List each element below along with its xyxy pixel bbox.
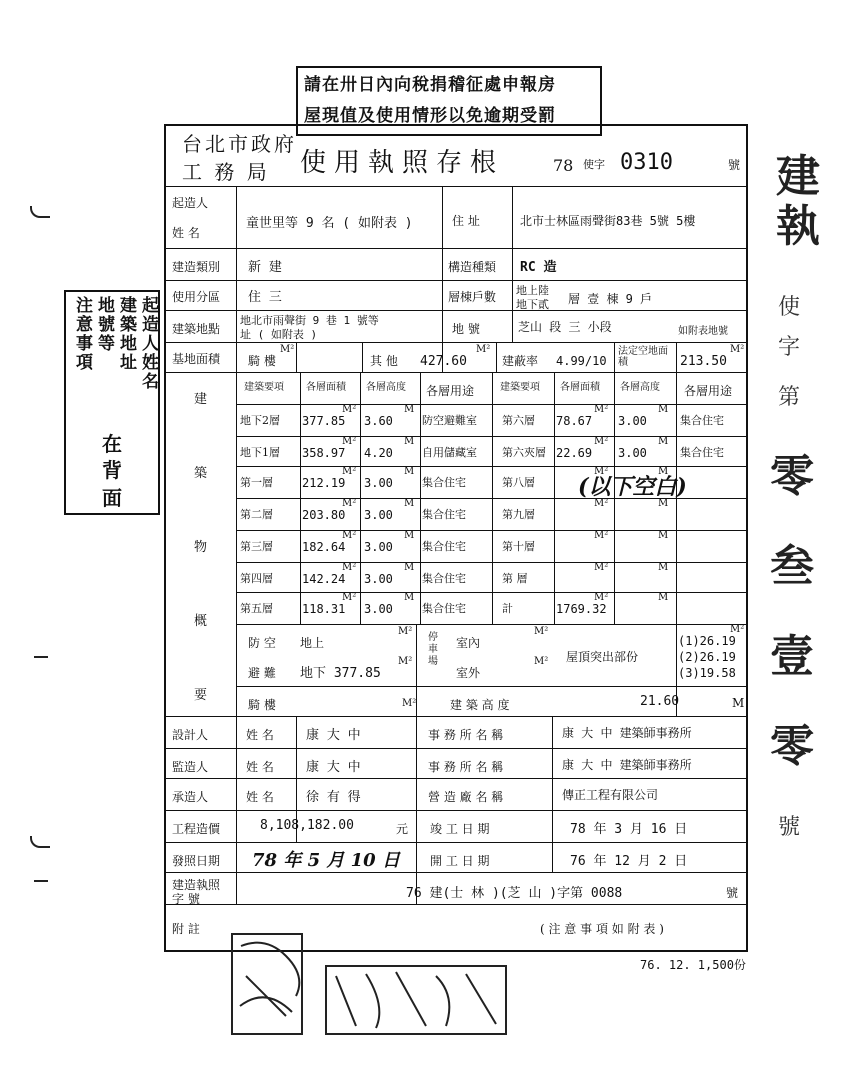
edge-char-f: 零 (770, 451, 814, 502)
edge-char-a: 建 (776, 151, 820, 202)
year-prefix: 78 (553, 156, 574, 175)
edge-char-c: 使 (778, 295, 801, 320)
floor-name: 第十層 (502, 540, 535, 553)
builder-label-1: 起造人 (172, 196, 209, 210)
floor-use: 集合住宅 (422, 476, 466, 489)
coverage-value: 4.99/10 (556, 354, 607, 368)
issue-date-value: 78 年 5 月 10 日 (252, 850, 400, 871)
legal-space-value: 213.50 (680, 354, 727, 369)
person-office: 康 大 中 建築師事務所 (562, 758, 692, 772)
org-line-2: 工 務 局 (182, 160, 270, 184)
doc-title: 使用執照存根 (300, 148, 505, 178)
m-unit: M (404, 436, 415, 447)
floor-height: 3.00 (364, 476, 393, 490)
floor-area: 377.85 (302, 414, 346, 428)
rule (164, 716, 748, 717)
m2-unit: M² (534, 656, 549, 667)
m2-unit: M² (594, 466, 609, 477)
rule (676, 372, 677, 716)
floor-name: 第八層 (502, 476, 535, 489)
floors-below: 地下貳 (516, 298, 549, 311)
floor-name: 第二層 (240, 508, 273, 521)
floor-use: 集合住宅 (422, 540, 466, 553)
margin-mark (34, 880, 48, 882)
header-height-left: 各層高度 (366, 382, 406, 393)
floor-area: 203.80 (302, 508, 346, 522)
floors-above: 地上陸 (516, 284, 549, 297)
floor-name: 第六層 (502, 414, 535, 427)
header-area-right: 各層面積 (560, 382, 600, 393)
rule (416, 624, 417, 904)
m2-unit: M² (730, 624, 745, 635)
floor-use: 集合住宅 (680, 446, 724, 459)
start-date-label: 開 工 日 期 (430, 854, 490, 868)
side-note-col-2: 地號等 (94, 296, 114, 353)
license-label-2: 字 號 (172, 892, 200, 906)
floor-area: 142.24 (302, 572, 346, 586)
person-office: 康 大 中 建築師事務所 (562, 726, 692, 740)
margin-mark (34, 656, 48, 658)
complete-date-value: 78 年 3 月 16 日 (570, 822, 688, 837)
floor-height: 4.20 (364, 446, 393, 460)
site-value-1: 地北市雨聲街 9 巷 1 號等 (240, 314, 379, 327)
summary-label-3: 物 (194, 540, 208, 555)
person-office-label: 營 造 廠 名 稱 (428, 790, 504, 804)
header-height-right: 各層高度 (620, 382, 660, 393)
m-unit: M (404, 562, 415, 573)
site-value-2: 址 ( 如附表 ) (240, 328, 318, 341)
cost-label: 工程造價 (172, 822, 221, 836)
structure-label: 構造種類 (448, 260, 497, 274)
building-height-value: 21.60 (640, 694, 680, 709)
m2-unit: M² (342, 592, 357, 603)
summary-label-2: 築 (194, 466, 208, 481)
side-note-box (64, 290, 160, 515)
m2-unit: M² (398, 656, 413, 667)
m2-unit: M² (594, 530, 609, 541)
margin-mark (30, 836, 50, 848)
rule (512, 186, 513, 342)
floor-use: 集合住宅 (422, 602, 466, 615)
start-date-value: 76 年 12 月 2 日 (570, 854, 688, 869)
rule (164, 342, 748, 343)
coverage-label: 建蔽率 (502, 354, 539, 368)
license-label-1: 建造執照 (172, 878, 221, 892)
build-type-value: 新 建 (248, 260, 282, 275)
use-zone-value: 住 三 (248, 290, 282, 305)
person-name: 康 大 中 (306, 728, 361, 743)
m-unit: M (404, 498, 415, 509)
structure-value: RC 造 (520, 260, 557, 275)
m2-unit: M² (342, 436, 357, 447)
floor-name: 第九層 (502, 508, 535, 521)
floor-use: 集合住宅 (680, 414, 724, 427)
seal-stamps (226, 916, 526, 1036)
person-office: 傳正工程有限公司 (562, 788, 659, 802)
person-name-label: 姓 名 (246, 728, 274, 742)
shelter-above: 地上 (300, 636, 325, 650)
permit-number: 0310 (620, 150, 673, 175)
floor-area: 22.69 (556, 446, 593, 460)
floor-height: 3.00 (364, 508, 393, 522)
person-name-label: 姓 名 (246, 760, 274, 774)
roof-value-2: (2)26.19 (678, 650, 736, 664)
rule (676, 342, 677, 372)
m-unit: M (404, 530, 415, 541)
m2-unit: M² (594, 404, 609, 415)
edge-char-d: 字 (778, 335, 801, 360)
floor-area: 182.64 (302, 540, 346, 554)
use-zone-label: 使用分區 (172, 290, 221, 304)
floor-area: 1769.32 (556, 602, 607, 616)
floor-height: 3.00 (618, 446, 647, 460)
blank-below-note: (以下空白) (578, 474, 687, 500)
shelter-label-2: 避 難 (248, 666, 276, 680)
floor-use: 自用儲藏室 (422, 446, 477, 459)
edge-char-j: 號 (778, 815, 801, 840)
floor-name: 第 層 (502, 572, 528, 585)
license-suffix: 號 (726, 886, 739, 900)
cost-value: 8,108,182.00 (260, 818, 354, 833)
stamp-line-1: 請在卅日內向稅捐稽征處申報房 (304, 75, 556, 95)
floor-name: 第四層 (240, 572, 273, 585)
other-value: 427.60 (420, 354, 467, 369)
shelter-label-1: 防 空 (248, 636, 276, 650)
rule (164, 280, 748, 281)
side-note-col-1: 注意事項 (72, 296, 92, 372)
m-unit: M (658, 592, 669, 603)
m2-unit: M² (594, 498, 609, 509)
rule (300, 372, 301, 624)
m-unit: M (658, 404, 669, 415)
floor-use: 集合住宅 (422, 572, 466, 585)
cost-unit: 元 (396, 822, 409, 836)
rule (164, 872, 748, 873)
rule (164, 248, 748, 249)
m2-unit: M² (342, 466, 357, 477)
person-name: 徐 有 得 (306, 790, 361, 805)
m-unit: M (404, 592, 415, 603)
edge-char-h: 壹 (770, 631, 814, 682)
rule (420, 372, 421, 624)
rule (236, 186, 237, 904)
floor-name: 第三層 (240, 540, 273, 553)
site-label: 建築地點 (172, 322, 221, 336)
header-use-right: 各層用途 (684, 384, 733, 398)
parking-label: 停車場 (428, 632, 438, 667)
parking-outdoor: 室外 (456, 666, 481, 680)
m2-unit: M² (594, 436, 609, 447)
rule (164, 372, 748, 373)
header-item-left: 建築要項 (244, 382, 284, 393)
side-note-col-4: 起造人姓名 (138, 296, 158, 391)
builder-value: 童世里等 9 名 ( 如附表 ) (246, 216, 413, 231)
rule (164, 310, 748, 311)
header-item-right: 建築要項 (500, 382, 540, 393)
person-role: 設計人 (172, 728, 209, 742)
parking-indoor: 室內 (456, 636, 481, 650)
summary-label-4: 概 (194, 614, 208, 629)
m-unit: M (658, 466, 669, 477)
org-line-1: 台北市政府 (182, 132, 297, 156)
attach-label: 附 註 (172, 922, 200, 936)
m2-unit: M² (280, 344, 295, 355)
floor-height: 3.00 (618, 414, 647, 428)
floor-area: 358.97 (302, 446, 346, 460)
floor-name: 計 (502, 602, 513, 615)
attach-note: ( 注 意 事 項 如 附 表 ) (540, 922, 664, 936)
floor-use: 防空避難室 (422, 414, 477, 427)
base-area-label: 基地面積 (172, 352, 221, 366)
summary-label-1: 建 (194, 392, 208, 407)
legal-space-label: 法定空地面積 (618, 346, 668, 368)
side-note-col-3: 建築地址 (116, 296, 136, 372)
person-office-label: 事 務 所 名 稱 (428, 760, 504, 774)
rule (492, 372, 493, 624)
other-label: 其 他 (370, 354, 398, 368)
rule (236, 624, 748, 625)
floors-value: 層 壹 棟 9 戶 (568, 292, 653, 306)
build-type-label: 建造類別 (172, 260, 221, 274)
rule (164, 842, 748, 843)
person-role: 承造人 (172, 790, 209, 804)
floor-height: 3.00 (364, 540, 393, 554)
edge-char-g: 叁 (770, 541, 814, 592)
m2-unit: M² (398, 626, 413, 637)
rule (164, 748, 748, 749)
m-unit: M (732, 696, 745, 710)
floor-area: 118.31 (302, 602, 346, 616)
rule (554, 372, 555, 624)
floor-name: 地下2層 (240, 414, 280, 427)
floor-height: 3.00 (364, 572, 393, 586)
floors-label: 層棟戶數 (448, 290, 497, 304)
builder-label-2: 姓 名 (172, 226, 200, 240)
rule (614, 342, 615, 372)
complete-date-label: 竣 工 日 期 (430, 822, 490, 836)
m-unit: M (404, 404, 415, 415)
rule (552, 716, 553, 872)
arcade-label-2: 騎 樓 (248, 698, 276, 712)
roof-label: 屋頂突出部份 (566, 650, 639, 664)
summary-label-5: 要 (194, 688, 208, 703)
floor-name: 第一層 (240, 476, 273, 489)
edge-char-b: 執 (776, 201, 820, 252)
rule (236, 686, 748, 687)
rule (164, 810, 748, 811)
m2-unit: M² (476, 344, 491, 355)
m2-unit: M² (342, 404, 357, 415)
stamp-line-2: 屋現值及使用情形以免逾期受罰 (304, 106, 556, 126)
rule (164, 778, 748, 779)
floor-height: 3.60 (364, 414, 393, 428)
license-value: 76 建(士 林 )(芝 山 )字第 0088 (406, 886, 623, 901)
issue-date-label: 發照日期 (172, 854, 221, 868)
m-unit: M (404, 466, 415, 477)
rule (164, 904, 748, 905)
building-height-label: 建 築 高 度 (450, 698, 510, 712)
floor-area: 78.67 (556, 414, 593, 428)
address-value: 北市士林區雨聲街83巷 5號 5樓 (520, 214, 696, 228)
rule (442, 186, 443, 372)
side-note-back-1: 在 (102, 432, 122, 456)
rule (362, 342, 363, 372)
permit-type: 使字 (583, 158, 605, 171)
rule (164, 186, 748, 187)
header-use-left: 各層用途 (426, 384, 475, 398)
floor-name: 第六夾層 (502, 446, 546, 459)
lot-value: 芝山 段 三 小段 (518, 320, 612, 334)
margin-mark (30, 206, 50, 218)
m2-unit: M² (402, 698, 417, 709)
floor-name: 第五層 (240, 602, 273, 615)
rule (296, 342, 297, 372)
address-label: 住 址 (452, 214, 480, 228)
m-unit: M (658, 436, 669, 447)
floor-height: 3.00 (364, 602, 393, 616)
side-note-back-2: 背 (102, 458, 122, 482)
floor-area: 212.19 (302, 476, 346, 490)
floor-name: 地下1層 (240, 446, 280, 459)
m2-unit: M² (594, 592, 609, 603)
header-area-left: 各層面積 (306, 382, 346, 393)
m-unit: M (658, 530, 669, 541)
floor-use: 集合住宅 (422, 508, 466, 521)
arcade-label: 騎 樓 (248, 354, 276, 368)
m2-unit: M² (342, 562, 357, 573)
edge-char-e: 第 (778, 385, 801, 410)
lot-note: 如附表地號 (678, 326, 728, 337)
m-unit: M (658, 562, 669, 573)
rule (496, 342, 497, 372)
roof-value-1: (1)26.19 (678, 634, 736, 648)
shelter-below: 地下 377.85 (300, 666, 381, 681)
side-note-back-3: 面 (102, 486, 122, 510)
m2-unit: M² (730, 344, 745, 355)
m2-unit: M² (342, 530, 357, 541)
roof-value-3: (3)19.58 (678, 666, 736, 680)
m2-unit: M² (342, 498, 357, 509)
rule (360, 372, 361, 624)
person-name: 康 大 中 (306, 760, 361, 775)
print-footer: 76. 12. 1,500份 (640, 958, 746, 972)
person-name-label: 姓 名 (246, 790, 274, 804)
edge-char-i: 零 (770, 721, 814, 772)
person-role: 監造人 (172, 760, 209, 774)
number-suffix: 號 (728, 158, 741, 172)
m-unit: M (658, 498, 669, 509)
m2-unit: M² (594, 562, 609, 573)
person-office-label: 事 務 所 名 稱 (428, 728, 504, 742)
lot-label: 地 號 (452, 322, 480, 336)
m2-unit: M² (534, 626, 549, 637)
